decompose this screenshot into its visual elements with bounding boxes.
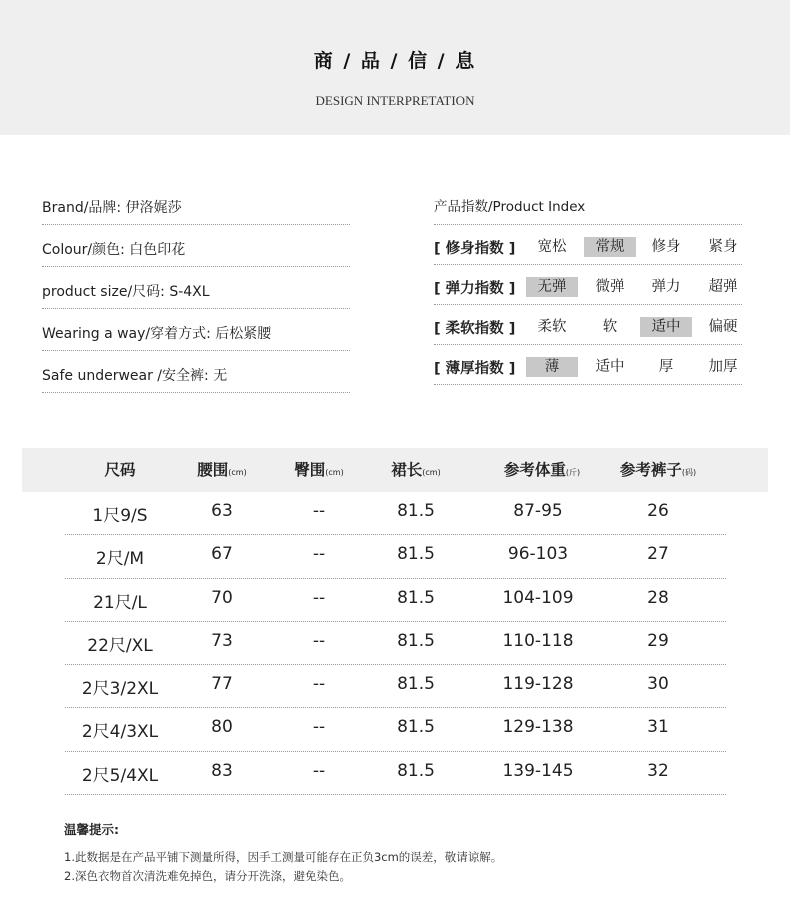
table-cell: 29 (647, 630, 669, 651)
table-cell: 26 (647, 501, 669, 521)
row-divider (65, 794, 726, 795)
index-option-selected: 无弹 (526, 277, 578, 297)
table-cell: 83 (211, 760, 233, 781)
table-cell: -- (312, 501, 326, 521)
index-option-selected: 常规 (584, 237, 636, 257)
table-cell: 70 (211, 587, 233, 608)
header-skirt-length: 裙长(cm) (391, 461, 441, 479)
index-row (434, 345, 742, 385)
index-option: 厚 (658, 359, 674, 375)
tips-title: 温馨提示: (64, 822, 119, 837)
index-option: 超弹 (708, 279, 738, 295)
index-row (434, 265, 742, 305)
size-table-body (22, 492, 768, 795)
table-row (22, 708, 768, 751)
table-cell: -- (312, 717, 326, 738)
index-option: 偏硬 (708, 319, 738, 335)
table-cell: 80 (211, 717, 233, 738)
table-cell: -- (312, 674, 326, 695)
table-cell: 73 (211, 630, 233, 651)
table-cell: 2尺3/2XL (81, 679, 159, 700)
index-option: 加厚 (708, 359, 738, 375)
table-cell: 81.5 (397, 630, 435, 651)
table-cell: 119-128 (502, 674, 574, 695)
header-ref-pants: 参考裤子(码) (619, 461, 697, 479)
table-cell: 96-103 (507, 544, 569, 565)
table-row (22, 752, 768, 795)
table-cell: 22尺/XL (87, 635, 153, 656)
table-cell: 81.5 (397, 674, 435, 695)
index-option: 柔软 (537, 319, 567, 335)
index-label: [ 弹力指数 ] (434, 281, 516, 297)
table-cell: 63 (211, 501, 233, 521)
header-waist: 腰围(cm) (197, 461, 247, 479)
index-label: [ 柔软指数 ] (434, 321, 516, 337)
index-label: [ 修身指数 ] (434, 241, 516, 257)
index-option: 紧身 (708, 239, 738, 255)
header-ref-weight: 参考体重(斤) (503, 461, 581, 479)
info-safe-underwear (42, 351, 350, 393)
table-cell: 2尺/M (95, 549, 145, 570)
index-label: [ 薄厚指数 ] (434, 361, 516, 377)
index-row (434, 305, 742, 345)
info-brand (42, 183, 350, 225)
index-option: 适中 (595, 359, 625, 375)
table-cell: 30 (647, 674, 669, 695)
size-table (22, 448, 768, 795)
table-cell: 28 (647, 587, 669, 608)
table-cell: 2尺4/3XL (81, 722, 159, 743)
table-cell: 77 (211, 674, 233, 695)
page-subtitle: DESIGN INTERPRETATION (315, 93, 475, 108)
product-index-title: 产品指数/Product Index (434, 199, 586, 215)
table-cell: 81.5 (397, 501, 435, 521)
table-row (22, 535, 768, 578)
product-index-header (434, 183, 742, 225)
index-option: 弹力 (651, 279, 681, 295)
info-wearing (42, 309, 350, 351)
table-cell: 31 (647, 717, 669, 738)
table-cell: -- (312, 544, 326, 565)
table-cell: 2尺5/4XL (81, 765, 159, 786)
info-text: Colour/颜色: 白色印花 (42, 242, 186, 258)
index-option: 宽松 (537, 239, 567, 255)
header-banner (0, 0, 790, 135)
index-option-selected: 薄 (526, 357, 578, 377)
index-option: 修身 (651, 239, 681, 255)
table-cell: 104-109 (502, 587, 574, 608)
table-row (22, 579, 768, 622)
index-option-selected: 适中 (640, 317, 692, 337)
header-size: 尺码 (104, 461, 136, 479)
tip-line: 1.此数据是在产品平铺下测量所得，因手工测量可能存在正负3cm的误差，敬请谅解。 (64, 850, 503, 864)
table-cell: 81.5 (397, 544, 435, 565)
table-cell: 81.5 (397, 587, 435, 608)
table-cell: 67 (211, 544, 233, 565)
table-cell: -- (312, 587, 326, 608)
info-text: Wearing a way/穿着方式: 后松紧腰 (42, 326, 272, 342)
table-row (22, 665, 768, 708)
table-cell: 32 (647, 760, 669, 781)
table-row (22, 622, 768, 665)
tip-line: 2.深色衣物首次清洗难免掉色，请分开洗涤，避免染色。 (64, 869, 351, 883)
table-cell: 129-138 (502, 717, 574, 738)
page-title: 商 / 品 / 信 / 息 (313, 50, 477, 72)
index-option: 微弹 (595, 279, 625, 295)
table-cell: 1尺9/S (92, 506, 148, 526)
table-cell: -- (312, 760, 326, 781)
table-cell: 21尺/L (93, 592, 147, 613)
tips-section (64, 820, 502, 886)
product-index-rows (434, 225, 742, 385)
info-size (42, 267, 350, 309)
table-cell: 27 (647, 544, 669, 565)
product-index-panel (434, 183, 742, 385)
table-cell: 81.5 (397, 760, 435, 781)
info-text: Brand/品牌: 伊洛娓莎 (42, 200, 182, 216)
table-cell: 139-145 (502, 760, 574, 781)
info-text: product size/尺码: S-4XL (42, 284, 210, 300)
product-info-list (42, 183, 350, 393)
index-option: 软 (602, 319, 618, 335)
info-colour (42, 225, 350, 267)
table-row (22, 492, 768, 535)
header-hip: 臀围(cm) (294, 461, 344, 479)
table-cell: 110-118 (502, 630, 574, 651)
table-cell: 87-95 (513, 501, 563, 521)
size-table-header (22, 448, 768, 492)
table-cell: -- (312, 630, 326, 651)
info-text: Safe underwear /安全裤: 无 (42, 368, 228, 384)
table-cell: 81.5 (397, 717, 435, 738)
index-row (434, 225, 742, 265)
